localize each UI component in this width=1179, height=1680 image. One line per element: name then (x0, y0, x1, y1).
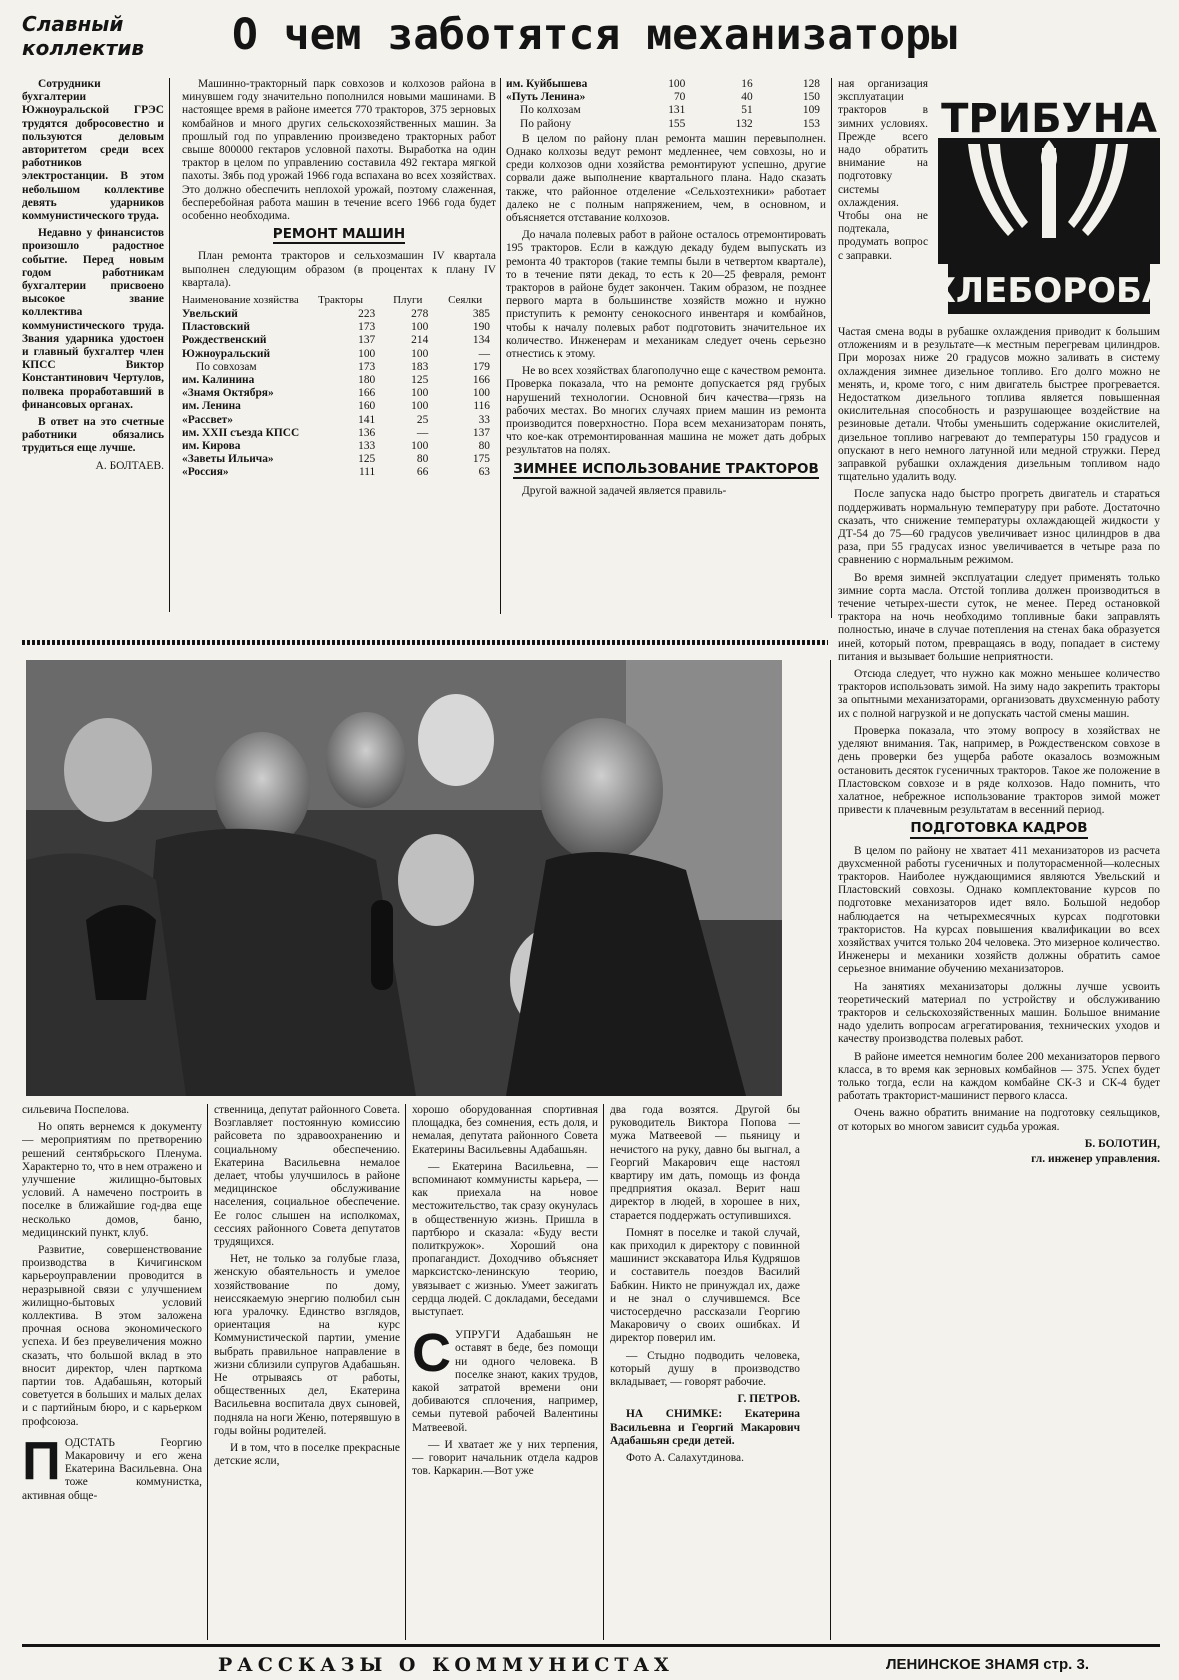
right-signature-title: гл. инженер управления. (1031, 1152, 1160, 1165)
cell-tractors: 70 (673, 91, 686, 104)
cell-tractors: 160 (358, 400, 376, 413)
table-row (182, 400, 496, 413)
kicker-line1: Славный (22, 12, 124, 36)
photo-caption: НА СНИМКЕ: Екатерина Васильевна и Георгий Макарович Адабашьян среди детей. (610, 1408, 800, 1447)
cell-name: Пластовский (182, 321, 250, 334)
story-paragraph: И в том, что в поселке прекрасные детские ясли, (214, 1442, 400, 1468)
cell-tractors: 133 (358, 440, 376, 453)
cell-name: «Россия» (182, 466, 229, 479)
story-column-4 (610, 1104, 800, 1640)
cell-plows: — (416, 426, 429, 439)
kicker (22, 12, 144, 60)
wheat-emblem-icon (938, 88, 1160, 314)
cell-seeders: 150 (802, 91, 820, 104)
column-rule (831, 78, 832, 618)
story-column-2 (214, 1104, 400, 1640)
cell-tractors: 100 (358, 347, 376, 360)
right-paragraph: После запуска надо быстро прогреть двигатель и стараться поддерживать нормальную температуру при работе. Достаточно сказать, что снижение температуры охлаждающей жидкости у ДТ-54 до 75—60 градусов увеличивает износ цилиндров в два раза, при 55 градусах износ увеличивается в четыре раза по сравнению с нормальным режимом. (838, 488, 1160, 567)
left-signature: А. БОЛТАЕВ. (95, 459, 164, 472)
story-paragraph: — Екатерина Васильевна, — вспоминают коммунисты карьера, — как приехала на новое местожительство, так сразу окунулась в общественную жизнь. Пришла в партбюро и сказала: «Буду вести политкружок». Хороший она пропагандист. Доходчиво объясняет марксистско-ленинскую теорию, увязывает с жизнью. Умеет зажигать сердца людей. С докладами, беседами выступает. (412, 1160, 598, 1319)
repair-table-continued (506, 78, 826, 131)
story-paragraph: Помнят в поселке и такой случай, как приходил к директору с повинной машинист экскаватора Илья Кудряшов и составитель поездов Василий Бабкин. Никто не принуждал их, даже и не знал о случившемся. Все чистосердечно рассказали Георгию Макаровичу о своих ошибках. И директор поверил им. (610, 1226, 800, 1345)
column-rule (169, 78, 170, 612)
section-rule (22, 640, 828, 645)
table-row (182, 361, 496, 374)
cell-seeders: 109 (802, 104, 820, 117)
right-paragraph: Проверка показала, что этому вопросу в хозяйствах не уделяют внимания. Так, например, в Рождественском совхозе в день проверки без ущерба работе оказалось возможным остановить десяток гусеничных тракторов. Такое же положение в Пластовском совхозе и в ряде колхозов. Надо помнить, что халатное, небрежное использование тракторов зимой может привести к плачевным результатам в весенний период. (838, 724, 1160, 817)
cell-tractors: 173 (358, 321, 376, 334)
dropcap-text: ОДСТАТЬ Георгию Макаровичу и его жена Екатерина Васильевна. Она тоже коммунистка, активная обще- (22, 1436, 202, 1502)
repair-table (182, 294, 496, 480)
headline: О чем заботятся механизаторы (232, 10, 957, 60)
cell-name: По совхозам (196, 360, 257, 373)
cell-name: Южноуральский (182, 347, 271, 360)
photo-image (26, 660, 782, 1096)
column-4-narrow (838, 78, 928, 324)
cell-seeders: 190 (472, 321, 490, 334)
cell-seeders: 175 (472, 453, 490, 466)
cell-seeders: 153 (802, 117, 820, 130)
cell-tractors: 136 (358, 426, 376, 439)
story-paragraph: Развитие, совершенствование производства в Кичигинском карьероуправлении проводится в неразрывной связи с улучшением жилищно-бытовых условий коллектива. В этом заложена прочная основа экономического успеха. И без преувеличения можно сказать, что большой вклад в это вносит директор, член парткома партии тов. Адабашьян, который советуется в больших и малых делах и с партийным бюро, и с карьерком профсоюза. (22, 1244, 202, 1428)
cell-plows: 66 (416, 466, 429, 479)
story-paragraph: сильевича Поспелова. (22, 1104, 130, 1116)
cell-tractors: 180 (358, 374, 376, 387)
dropcap-letter: С (412, 1323, 451, 1384)
cell-plows: 80 (416, 453, 429, 466)
right-paragraph: В целом по району не хватает 411 механизаторов из расчета двухсменной работы гусеничных и полуторасменной—колесных тракторов. Наиболее нуждающимися являются Увельский и Пластовский совхозы. Однако комплектование курсов по подготовке механизаторов идет вяло. Большой недобор наблюдается на четырехмесячных курсах подготовки трактористов. На курсах повышения квалификации во всех хозяйствах учится только 204 человека. Это мизерное количество. Инженеры и механики хозяйств должны обратить самое серьезное внимание обучению механизаторов. (838, 844, 1160, 976)
right-paragraph: Во время зимней эксплуатации следует применять только зимние сорта масла. Отстой топлива должен производиться в течение четырех-шести суток, не менее. Перед остановкой трактора на ночь необходимо топливные баки заправлять полностью, иначе в случае потепления на стенах бака образуется иней, который потом, превращаясь в воду, попадает в систему питания и вызывает большие неприятности. (838, 571, 1160, 663)
cell-tractors: 100 (668, 78, 686, 90)
cell-tractors: 111 (358, 466, 376, 479)
cell-name: им. Калинина (182, 374, 255, 387)
cell-seeders: 128 (802, 78, 820, 90)
th-name: Наименование хозяйства (182, 294, 299, 307)
table-row (182, 453, 496, 466)
left-column (22, 78, 164, 612)
table-row (182, 321, 496, 334)
table-row (506, 91, 826, 104)
story-paragraph: Нет, не только за голубые глаза, женскую обаятельность и умелое хозяйствование по дому, неиссякаемую энергию полюбил сын юга уралочку. Единство взглядов, ориентация на курс Коммунистической партии, умение выбрать правильное направление в жизни сблизили супругов Адабашьян. Не отрываясь от работы, общественных дел, Екатерина Васильевна воспитала двух сыновей, подняла на ноги Женю, потерявшую в годы войны родителей. (214, 1253, 400, 1437)
cell-plows: 16 (741, 78, 753, 90)
cell-plows: 132 (735, 117, 753, 130)
cell-tractors: 166 (358, 387, 376, 400)
intro-paragraph: Машинно-тракторный парк совхозов и колхозов района в минувшем году значительно пополнился новыми машинами. В настоящее время в районе имеется 770 тракторов, 375 зерновых комбайнов и много других сельскохозяйственных машин. За прошлый год по управлению произведено тракторных работ свыше 800000 гектаров условной пахоты. Выработка на один трактор в целом по управлению составила 492 гектара мягкой пахоты. Зябь под урожай 1966 года вспахана во всех хозяйствах. Это должно обеспечить неплохой урожай, поэтому слаженная, бесперебойная работа машин в течение всего 1966 года будет особенно необходима. (182, 78, 496, 223)
cell-plows: 100 (411, 387, 429, 400)
right-paragraph: Очень важно обратить внимание на подготовку сеяльщиков, от которых во многом зависит судьба урожая. (838, 1107, 1160, 1133)
right-paragraph: На занятиях механизаторы должны лучше усвоить теоретический материал по устройству и обслуживанию тракторов и сельскохозяйственных машин. Большое внимание надо уделить вопросам агрегатирования, технических уходов и качеству производства полевых работ. (838, 980, 1160, 1046)
left-paragraph: Сотрудники бухгалтерии Южноуральской ГРЭС трудятся добросовестно и пользуются деловым авторитетом среди всех работников электростанции. В этом небольшом коллективе девять ударников коммунистического труда. (22, 78, 164, 223)
col3-paragraph: В целом по району план ремонта машин перевыполнен. Однако колхозы ведут ремонт медленнее, чем совхозы, но и среди колхозов одни хозяйства ремонтируют успешно, другие сорвали даже выполнение квартального плана. Надо сказать также, что районное отделение «Сельхозтехники» работает далеко не с полным напряжением, чем, в основном, и объясняется отставание колхозов. (506, 132, 826, 225)
cell-tractors: 155 (668, 117, 686, 130)
cell-plows: 100 (411, 347, 429, 360)
cell-name: им. Куйбышева (506, 78, 588, 90)
column-rule (207, 1104, 208, 1640)
th-tractors: Тракторы (318, 294, 364, 307)
cell-name: им. Кирова (182, 440, 241, 453)
story-column-1 (22, 1104, 202, 1640)
cell-seeders: 100 (472, 387, 490, 400)
table-row (182, 374, 496, 387)
column-rule (405, 1104, 406, 1640)
cell-plows: 40 (741, 91, 753, 104)
cell-seeders: 137 (472, 426, 490, 439)
cell-seeders: — (478, 347, 490, 360)
cell-plows: 100 (411, 400, 429, 413)
cell-plows: 214 (411, 334, 429, 347)
footer-rule (22, 1644, 1160, 1647)
cell-name: «Заветы Ильича» (182, 453, 274, 466)
col3-tail: Другой важной задачей является правиль- (522, 484, 727, 497)
table-row (182, 427, 496, 440)
cell-tractors: 141 (358, 413, 376, 426)
cell-name: Увельский (182, 308, 238, 321)
cell-plows: 183 (411, 360, 429, 373)
footer-page-label: ЛЕНИНСКОЕ ЗНАМЯ стр. 3. (886, 1656, 1090, 1673)
cell-plows: 25 (416, 413, 429, 426)
col4-narrow-text: ная организация эксплуатации тракторов в зимних условиях. Прежде всего надо обратить внимание на подготовку системы охлаждения. Чтобы она не подтекала, продумать вопрос с заправки. (838, 78, 928, 262)
table-row (182, 334, 496, 347)
cell-seeders: 166 (472, 374, 490, 387)
column-rule (500, 78, 501, 614)
cell-plows: 100 (411, 440, 429, 453)
column-rule (830, 660, 831, 1640)
cell-tractors: 131 (668, 104, 686, 117)
cell-seeders: 134 (472, 334, 490, 347)
right-paragraph: В районе имеется немногим более 200 механизаторов первого класса, в то время как зерновых комбайнов — 375. Успех будет только тогда, если на каждом комбайне СК-3 и СК-4 будет работать тракторист-машинист первого класса. (838, 1050, 1160, 1103)
table-row (182, 466, 496, 479)
cell-tractors: 223 (358, 308, 376, 321)
subhead-winter: ЗИМНЕЕ ИСПОЛЬЗОВАНИЕ ТРАКТОРОВ (513, 463, 819, 479)
subhead-personnel: ПОДГОТОВКА КАДРОВ (910, 822, 1087, 838)
th-plows: Плуги (393, 294, 423, 307)
cell-name: По колхозам (520, 104, 581, 117)
th-seeders: Сеялки (448, 294, 483, 307)
story-paragraph: два года возятся. Другой бы руководитель Виктора Попова — мужа Матвеевой — пьяницу и нечистого на руку, давно бы выгнал, а Георгий Макарович еще настоял квартиру им дать, помощь из фонда предприятия оказал. Верит наш директор в людей, в хорошее в них, старается поддержать оступившихся. (610, 1104, 800, 1222)
table-row (506, 104, 826, 117)
subhead-repair: РЕМОНТ МАШИН (273, 228, 405, 244)
cell-plows: 278 (411, 308, 429, 321)
dropcap-text: УПРУГИ Адабашьян не оставят в беде, без помощи ни одного человека. В поселке знают, каких трудов, какой затратой времени они добиваются сплочения, например, семьи путевой рабочей Валентины Матвеевой. (412, 1329, 598, 1434)
photo-credit: Фото А. Салахутдинова. (626, 1452, 744, 1465)
table-row (182, 440, 496, 453)
cell-seeders: 179 (472, 360, 490, 373)
cell-name: «Знамя Октября» (182, 387, 274, 400)
tribune-logo (938, 88, 1160, 314)
col3-paragraph: До начала полевых работ в районе осталось отремонтировать 195 тракторов. Если в каждую декаду будем выпускать из ремонта 40 тракторов (такие темпы были в четвертом квартале), то в течение пяти декад, то есть к 20—25 февраля, ремонт тракторов в районе будет закончен. Таким образом, не позднее первого марта в большинстве хозяйств можно и нужно приступить к ремонту сенокосного инвентаря и комбайнов, чтобы к началу полевых работ подготовить значительное их количество. Инженерам и механикам следует очень серьезно отнестись к этому. (506, 229, 826, 361)
col3-paragraph: Не во всех хозяйствах благополучно еще с качеством ремонта. Проверка показала, что на ремонте допускается ряд грубых нарушений технологии. Основной бич качества—грязь на рабочих местах. Во многих случаях прием машин из ремонта производится поверхностно. Пора всем механизаторам понять, что кое-как отремонтированная машина не может дать добрых результатов на полях. (506, 365, 826, 457)
column-rule (603, 1104, 604, 1640)
right-paragraph: Частая смена воды в рубашке охлаждения приводит к большим отложениям и в результате—к местным перегревам цилиндров. При морозах ниже 20 градусов можно заливать в систему охлаждения зимнее дизельное топливо. Его долго можно не менять, и, кроме того, с ним двигатель быстрее прогревается. Недостатком дизельного топлива является повышенная окислительная способность и разрушающее воздействие на резиновые детали. Чтобы уменьшить содержание окислителей, дизельное топливо нагревают до температуры 150 градусов и опускают в него немного латунной или медной стружки. Перед заправкой рубашки охлаждения дизельным топливом надо тщательно удалить воду. (838, 326, 1160, 484)
table-row (182, 387, 496, 400)
logo-bottom-text: ХЛЕБОРОБА (938, 271, 1160, 311)
story-dropcap-paragraph (22, 1430, 202, 1503)
cell-seeders: 33 (478, 413, 490, 426)
cell-seeders: 385 (472, 308, 490, 321)
table-row (506, 78, 826, 91)
story-paragraph: Но опять вернемся к документу — мероприятиям по претворению решений сентябрьского Пленума. Характерно то, что в нем отражено и улучшение жилищно-бытовых условий. А намечено построить в поселке в ближайшие год-два еще несколько домов, баню, медицинский пункт, клуб. (22, 1121, 202, 1239)
table-row (506, 118, 826, 131)
right-paragraph: Отсюда следует, что нужно как можно меньшее количество тракторов использовать зимой. На зиму надо закрепить тракторы за опытными механизаторами, организовать двухсменную работу их с полной нагрузкой и не допускать частой смены машин. (838, 668, 1160, 720)
cell-seeders: 63 (478, 466, 490, 479)
cell-plows: 51 (741, 104, 753, 117)
story-column-3 (412, 1104, 598, 1640)
column-2 (182, 78, 496, 614)
cell-seeders: 80 (478, 440, 490, 453)
cell-seeders: 116 (473, 400, 490, 413)
cell-name: «Путь Ленина» (506, 91, 586, 104)
cell-name: «Рассвет» (182, 413, 233, 426)
right-signature: Б. БОЛОТИН, (1084, 1137, 1160, 1150)
footer-series-title: РАССКАЗЫ О КОММУНИСТАХ (218, 1654, 674, 1676)
cell-plows: 125 (411, 374, 429, 387)
photo-family-with-children (26, 660, 782, 1096)
cell-plows: 100 (411, 321, 429, 334)
table-row (182, 348, 496, 361)
left-paragraph: В ответ на это счетные работники обязались трудиться еще лучше. (22, 416, 164, 455)
table-row (182, 308, 496, 321)
table-intro: План ремонта тракторов и сельхозмашин IV квартала выполнен следующим образом (в процентах к плану IV квартала). (182, 250, 496, 289)
logo-top-text: ТРИБУНА (941, 96, 1157, 142)
right-column (838, 326, 1160, 1644)
cell-tractors: 137 (358, 334, 376, 347)
cell-name: им. XXII съезда КПСС (182, 426, 300, 439)
cell-tractors: 173 (358, 360, 376, 373)
cell-tractors: 125 (358, 453, 376, 466)
kicker-line2: коллектив (22, 36, 145, 60)
column-3 (506, 78, 826, 618)
story-paragraph: — Стыдно подводить человека, который душу в производство вкладывает, — говорят рабочие. (610, 1349, 800, 1389)
dropcap-letter: П (22, 1430, 61, 1491)
story-paragraph: — И хватает же у них терпения, — говорит начальник отдела кадров тов. Каркарин.—Вот уже (412, 1438, 598, 1478)
cell-name: Рождественский (182, 334, 267, 347)
story-dropcap-paragraph (412, 1323, 598, 1435)
story-paragraph: ственница, депутат районного Совета. Возглавляет постоянную комиссию райсовета по здравоохранению и социальному обеспечению. Екатерина Васильевна немалое делает, чтобы улучшилось в районе медицинское обслуживание населения, социальное обеспечение. Ее голос слышен на исполкомах, сессиях районного Совета депутатов трудящихся. (214, 1104, 400, 1249)
cell-name: По району (520, 117, 572, 130)
story-paragraph: хорошо оборудованная спортивная площадка, без сомнения, есть доля, и немалая, депутата районного Совета Екатерины Васильевны Адабашьян. (412, 1104, 598, 1156)
table-row (182, 414, 496, 427)
cell-name: им. Ленина (182, 400, 241, 413)
story-signature: Г. ПЕТРОВ. (737, 1393, 800, 1406)
left-paragraph: Недавно у финансистов произошло радостное событие. Перед новым годом работникам бухгалтерии присвоено высокое звание коллектива коммунистического труда. Звания ударника удостоен и главный бухгалтер член КПСС Виктор Константинович Чертулов, полвека проработавший в финансовых органах. (22, 227, 164, 411)
